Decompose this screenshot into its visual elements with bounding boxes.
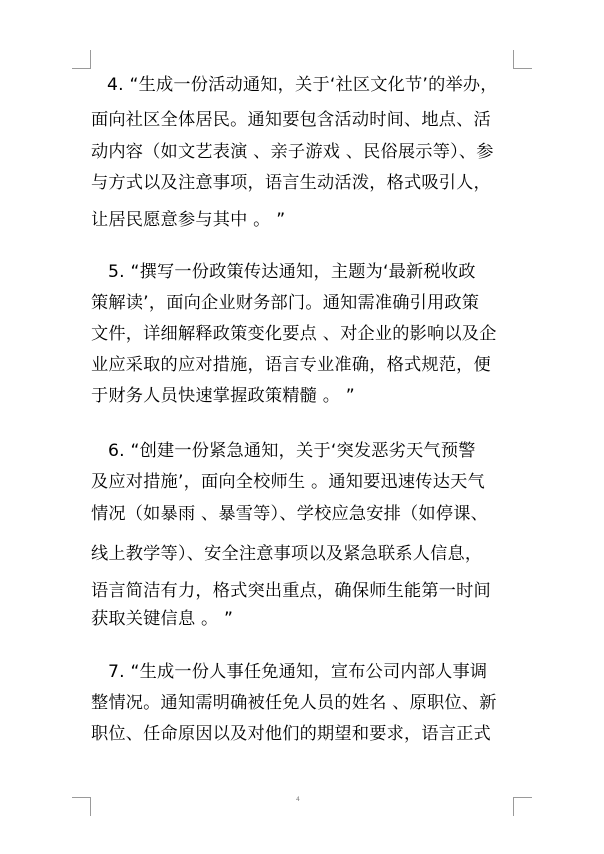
paragraph-6-line-1: 6. “创建一份紧急通知，关于‘突发恶劣天气预警 [108, 441, 476, 461]
paragraph-7-line-3: 职位、任命原因以及对他们的期望和要求，语言正式 [91, 724, 491, 744]
paragraph-4-line-2: 面向社区全体居民。通知要包含活动时间、地点、活 [91, 110, 491, 130]
paragraph-4-line-1: 4. “生成一份活动通知，关于‘社区文化节’的举办， [107, 75, 498, 95]
paragraph-7-line-1: 7. “生成一份人事任免通知，宣布公司内部人事调 [108, 662, 488, 682]
paragraph-5-line-3: 文件，详细解释政策变化要点 、对企业的影响以及企 [91, 324, 497, 344]
corner-mark-top-right [513, 50, 532, 69]
paragraph-5-line-2: 策解读’，面向企业财务部门。通知需准确引用政策 [91, 293, 480, 313]
corner-mark-top-left [72, 50, 91, 69]
corner-mark-bottom-right [513, 797, 532, 816]
page-number: 4 [296, 796, 300, 803]
paragraph-4-line-3: 动内容（如文艺表演 、亲子游戏 、民俗展示等）、参 [91, 142, 494, 162]
paragraph-4-line-5: 让居民愿意参与其中 。 ” [91, 210, 286, 230]
paragraph-6-line-2: 及应对措施’，面向全校师生 。通知要迅速传达天气 [91, 472, 485, 492]
paragraph-5-line-5: 于财务人员快速掌握政策精髓 。 ” [91, 386, 355, 406]
paragraph-5-line-1: 5. “撰写一份政策传达通知，主题为‘最新税收政 [108, 262, 476, 282]
paragraph-6-line-3: 情况（如暴雨 、暴雪等）、学校应急安排（如停课、 [91, 504, 488, 524]
paragraph-6-line-6: 获取关键信息 。 ” [91, 609, 234, 629]
paragraph-5-line-4: 业应采取的应对措施，语言专业准确，格式规范，便 [91, 355, 491, 375]
paragraph-7-line-2: 整情况。通知需明确被任免人员的姓名 、原职位、新 [91, 693, 497, 713]
paragraph-4-line-4: 与方式以及注意事项，语言生动活泼，格式吸引人， [91, 173, 491, 193]
corner-mark-bottom-left [72, 797, 91, 816]
paragraph-6-line-5: 语言简洁有力，格式突出重点，确保师生能第一时间 [91, 581, 491, 601]
paragraph-6-line-4: 线上教学等）、安全注意事项以及紧急联系人信息， [91, 544, 483, 564]
